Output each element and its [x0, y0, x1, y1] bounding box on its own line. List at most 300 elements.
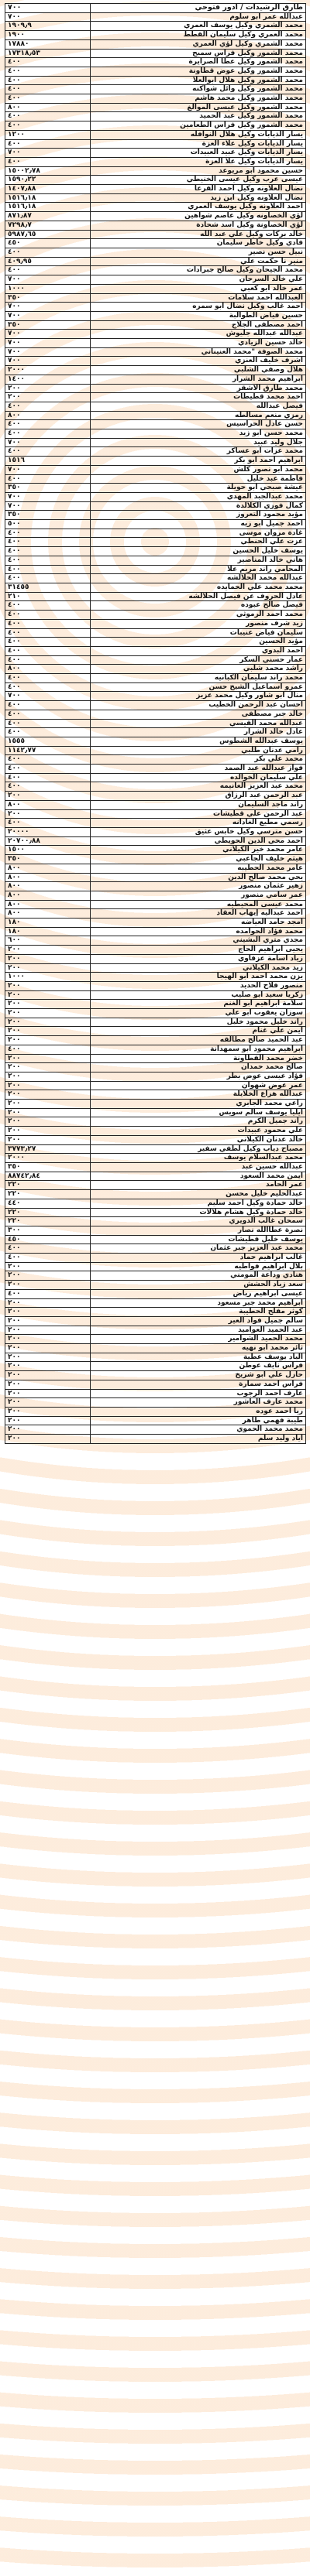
- row-name: سعد زياد الحشش: [91, 1281, 306, 1290]
- row-name: محمد طارق الاشقر: [91, 384, 306, 393]
- table-row: [5, 474, 306, 484]
- row-amount: ٢٢٠: [5, 1208, 91, 1217]
- row-name: عادل خالد الشرار: [91, 728, 306, 737]
- row-name: يحي محمد صالح الدين: [91, 873, 306, 882]
- row-name: سمحان غالب الدويري: [91, 1217, 306, 1226]
- table-row: [5, 773, 306, 782]
- row-amount: ٤٠٩٫٩٥: [5, 257, 91, 266]
- row-name: عبدالله هزاع الخلايلة: [91, 1090, 306, 1100]
- table-row: [5, 1000, 306, 1009]
- row-amount: ٨٠٠: [5, 103, 91, 112]
- row-amount: ٣٥٠: [5, 855, 91, 864]
- row-name: جلال وليد عبيد: [91, 438, 306, 447]
- payments-list: [5, 3, 305, 1444]
- row-name: عادل الحروف عن فيصل الحلالشه: [91, 592, 306, 601]
- table-row: [5, 103, 306, 112]
- table-row: [5, 193, 306, 203]
- row-name: اشرف خليف العنزي: [91, 357, 306, 366]
- row-name: نصرة عطاالله نصار: [91, 1226, 306, 1235]
- row-name: محمد الشمور وكيل فراس سميح: [91, 49, 306, 58]
- table-row: [5, 303, 306, 312]
- row-name: عيسى عرب وكيل عيسى الخنيطي: [91, 176, 306, 185]
- table-row: [5, 166, 306, 176]
- row-amount: ٢٠٠: [5, 1081, 91, 1090]
- table-row: [5, 85, 306, 94]
- row-name: يسار الذيابات وكيل علا العزة: [91, 157, 306, 166]
- row-amount: ٤٠٠: [5, 819, 91, 828]
- row-amount: ٢٠٠: [5, 1362, 91, 1371]
- table-row: [5, 701, 306, 710]
- row-amount: ٢٠٠٠: [5, 1154, 91, 1163]
- row-amount: ١٥١٦٫١٨: [5, 203, 91, 212]
- table-row: [5, 1371, 306, 1380]
- table-row: [5, 185, 306, 194]
- table-row: [5, 674, 306, 683]
- table-row: [5, 1108, 306, 1117]
- row-amount: ٧٠٠: [5, 303, 91, 312]
- row-name: عبدالله عبدالله جليوش: [91, 330, 306, 339]
- row-name: محمد الجيحان وكيل صالح جبرادات: [91, 266, 306, 275]
- row-amount: ٣٧٧٣٫٢٧: [5, 1144, 91, 1154]
- table-row: [5, 501, 306, 511]
- row-name: احمد عبداليه إيهاب العقاد: [91, 909, 306, 919]
- table-row: [5, 1045, 306, 1054]
- row-amount: ٤٠٠: [5, 139, 91, 149]
- table-row: [5, 737, 306, 746]
- row-amount: ٧٠٠: [5, 12, 91, 22]
- row-amount: ٢٠٠: [5, 981, 91, 990]
- row-name: يوسف عبدالله الشطوس: [91, 737, 306, 746]
- row-name: عمر سامي منصور: [91, 891, 306, 900]
- row-amount: ٢٠٠: [5, 1000, 91, 1009]
- table-row: [5, 809, 306, 819]
- row-amount: ٨٠٠: [5, 864, 91, 873]
- row-amount: ٧٠٠: [5, 438, 91, 447]
- table-row: [5, 284, 306, 293]
- table-row: [5, 792, 306, 801]
- table-row: [5, 556, 306, 565]
- row-amount: ٤٠٠: [5, 402, 91, 411]
- row-amount: ٧٠٠: [5, 357, 91, 366]
- table-row: [5, 239, 306, 248]
- row-name: يوسف خليل الحسين: [91, 547, 306, 556]
- table-row: [5, 1335, 306, 1344]
- table-row: [5, 1425, 306, 1435]
- table-row: [5, 1244, 306, 1254]
- row-amount: ٢٠٠: [5, 809, 91, 819]
- row-name: محمد الشمور وكيل فراس الطعامين: [91, 121, 306, 131]
- table-row: [5, 275, 306, 285]
- table-row: [5, 646, 306, 655]
- row-name: خالد حمادة وكيل هشام هلالات: [91, 1208, 306, 1217]
- row-amount: ٧٢٩٨٫٧: [5, 221, 91, 230]
- table-row: [5, 112, 306, 121]
- row-amount: ٧٠٠: [5, 465, 91, 474]
- row-name: غادة مروان موسى: [91, 529, 306, 538]
- row-amount: ٨٠٠: [5, 411, 91, 420]
- row-name: محمد الشمور وكيل وائل شواكنه: [91, 85, 306, 94]
- row-amount: ٢٠٠: [5, 1117, 91, 1127]
- row-amount: ٢٠٠: [5, 954, 91, 963]
- table-row: [5, 891, 306, 900]
- row-name: راند خليل محمود خليل: [91, 1018, 306, 1027]
- row-name: فادي وكيل خاطر سليمان: [91, 239, 306, 248]
- row-name: هلال وصفي الشلبي: [91, 366, 306, 375]
- table-row: [5, 130, 306, 139]
- row-name: عامر محمد الحطيبه: [91, 864, 306, 873]
- row-name: سلامة ابراهيم ابو الغنم: [91, 1000, 306, 1009]
- row-name: محمد عارف العاشور: [91, 1398, 306, 1408]
- row-amount: ٢٠٠: [5, 792, 91, 801]
- table-row: [5, 1262, 306, 1271]
- table-row: [5, 248, 306, 257]
- row-name: يسار الذيابات وكيل علاء العزة: [91, 139, 306, 149]
- row-name: صالح محمد حمدان: [91, 1063, 306, 1072]
- row-name: عيشة صبحي ابو حويلة: [91, 484, 306, 493]
- table-row: [5, 836, 306, 846]
- table-row: [5, 547, 306, 556]
- row-name: محمد الشمري وكيل يوسف العمري: [91, 22, 306, 31]
- row-name: مصباح دياب وكيل لطفي سفير: [91, 1144, 306, 1154]
- row-name: عمرو اسماعيل الشيخ حسن: [91, 682, 306, 692]
- row-name: محمد الشمور وكيل عوض قطاونة: [91, 67, 306, 76]
- table-row: [5, 1407, 306, 1416]
- row-name: عيسى ابراهيم رياض: [91, 1289, 306, 1298]
- row-amount: ٤٠٠: [5, 719, 91, 728]
- table-row: [5, 1380, 306, 1389]
- row-amount: ١٠٠٠: [5, 973, 91, 982]
- table-row: [5, 1009, 306, 1018]
- table-row: [5, 846, 306, 855]
- table-row: [5, 1027, 306, 1036]
- row-name: راشد محمد شلبي: [91, 665, 306, 674]
- row-amount: ٧٠٠: [5, 275, 91, 285]
- row-amount: ٢٢٠: [5, 1181, 91, 1190]
- row-amount: ١٥١٦: [5, 457, 91, 466]
- row-amount: ١٩٠٠: [5, 31, 91, 40]
- row-amount: ١٥١٦٫١٨: [5, 193, 91, 203]
- row-name: فراس احمد سمارة: [91, 1380, 306, 1389]
- table-row: [5, 981, 306, 990]
- row-name: احمد محي الدين الحويطي: [91, 836, 306, 846]
- table-row: [5, 1190, 306, 1199]
- row-name: يحيى ابراهيم الحاج: [91, 946, 306, 955]
- table-row: [5, 1316, 306, 1326]
- row-name: احسان عبد الرحمن الخطيب: [91, 701, 306, 710]
- table-row: [5, 1254, 306, 1263]
- row-name: عبدالله حسين عبد: [91, 1163, 306, 1172]
- table-row: [5, 628, 306, 638]
- table-row: [5, 638, 306, 647]
- table-row: [5, 1281, 306, 1290]
- row-amount: ٧٠٠: [5, 347, 91, 357]
- row-amount: ١٤٠٠: [5, 375, 91, 384]
- row-amount: ٢٠٠: [5, 1435, 91, 1444]
- row-amount: ٤٤٠: [5, 1199, 91, 1208]
- row-name: احمد العلاونه وكيل يوسف العمري: [91, 203, 306, 212]
- row-name: يزن محمد احمد ابو الهيجا: [91, 973, 306, 982]
- table-row: [5, 420, 306, 429]
- row-name: محمد احمد الرموثي: [91, 611, 306, 620]
- row-name: حسين محمود ابو مريوعد: [91, 166, 306, 176]
- row-amount: ٢٠٠: [5, 1371, 91, 1380]
- row-amount: ١٥٠٠: [5, 846, 91, 855]
- table-row: [5, 411, 306, 420]
- row-name: منصور فلاح الحديد: [91, 981, 306, 990]
- row-amount: ٢٠٠: [5, 1009, 91, 1018]
- row-name: ابراهيم احمد ابو بكر: [91, 457, 306, 466]
- row-amount: ٨٠٠: [5, 665, 91, 674]
- table-row: [5, 221, 306, 230]
- table-row: [5, 682, 306, 692]
- row-amount: ٤٠٠: [5, 67, 91, 76]
- table-row: [5, 900, 306, 909]
- row-amount: ٢٠٠: [5, 1326, 91, 1335]
- table-row: [5, 492, 306, 501]
- row-amount: ٢١٠: [5, 592, 91, 601]
- row-name: محمد عزات ابو عساكر: [91, 447, 306, 457]
- row-amount: ٢٠٠: [5, 1407, 91, 1416]
- row-amount: ٤٠٠: [5, 447, 91, 457]
- table-row: [5, 465, 306, 474]
- row-name: محمد علي بكر: [91, 755, 306, 765]
- row-amount: ٤٠٠: [5, 682, 91, 692]
- row-amount: ١٢٠٠: [5, 130, 91, 139]
- row-amount: ٢٠٠٠: [5, 366, 91, 375]
- row-name: فيصل عبدالله: [91, 402, 306, 411]
- row-amount: ٨٧١٫٨٧: [5, 212, 91, 221]
- row-name: المحامي راند مريم علا: [91, 565, 306, 574]
- row-amount: ٤٠٠: [5, 121, 91, 131]
- row-amount: ٢٠٠: [5, 1398, 91, 1408]
- row-name: خضر محمد القطاونة: [91, 1054, 306, 1063]
- table-row: [5, 1181, 306, 1190]
- row-name: محمد العمري وكيل سليمان القطط: [91, 31, 306, 40]
- row-amount: ٢٠٠: [5, 1127, 91, 1136]
- header-amount: ٧٠٠: [5, 4, 91, 13]
- row-name: احمد البدوي: [91, 646, 306, 655]
- row-name: منير نا حكمت علي: [91, 257, 306, 266]
- row-name: مجدي متري البشيني: [91, 936, 306, 946]
- table-row: [5, 293, 306, 303]
- row-name: حسن مترسي وكيل خابس عثيق: [91, 827, 306, 836]
- row-amount: ٢٠٠: [5, 1308, 91, 1317]
- row-name: مؤيد الحسين: [91, 638, 306, 647]
- row-name: العبدالله احمد سلامات: [91, 293, 306, 303]
- row-amount: ٤٠٠: [5, 538, 91, 547]
- table-row: [5, 366, 306, 375]
- row-name: محمد الشمور وكيل عيسى الموالغ: [91, 103, 306, 112]
- table-row: [5, 1172, 306, 1181]
- row-amount: ٤٠٠: [5, 638, 91, 647]
- row-name: محمد عبد العزيز جبر عثمان: [91, 1244, 306, 1254]
- row-amount: ٢٠٠: [5, 393, 91, 402]
- row-amount: ٥٠٠: [5, 520, 91, 529]
- table-row: [5, 882, 306, 891]
- row-name: طيبة فهمي طاهر: [91, 1416, 306, 1425]
- row-amount: ٧٠٠: [5, 330, 91, 339]
- table-row: [5, 1144, 306, 1154]
- table-row: [5, 457, 306, 466]
- row-amount: ٣٥٠: [5, 1163, 91, 1172]
- row-name: يسار الذيابات وكيل عبيد العبيدات: [91, 149, 306, 158]
- row-name: عمر خالد ابو كعبي: [91, 284, 306, 293]
- table-row: [5, 1090, 306, 1100]
- row-name: عامر محمد خير الكيلاني: [91, 846, 306, 855]
- row-name: خالد حمادة وكيل احمد سليم: [91, 1199, 306, 1208]
- table-row: [5, 755, 306, 765]
- row-name: ايمن علي غنام: [91, 1027, 306, 1036]
- table-row: [5, 1135, 306, 1144]
- table-row: [5, 529, 306, 538]
- row-name: علي محمود عبيدات: [91, 1127, 306, 1136]
- table-row: [5, 76, 306, 85]
- row-name: سالم جميل فواد العير: [91, 1316, 306, 1326]
- row-amount: ٢٠٠: [5, 1063, 91, 1072]
- row-amount: ٤٠٠: [5, 474, 91, 484]
- row-amount: ٤٥٠: [5, 1235, 91, 1244]
- row-name: عمار حسني السكر: [91, 655, 306, 665]
- table-row: [5, 1398, 306, 1408]
- row-name: حازل علي ابو شريخ: [91, 1371, 306, 1380]
- table-row: [5, 1072, 306, 1081]
- row-name: محمد حسن ابو زيد: [91, 429, 306, 439]
- row-name: عمر الحامد: [91, 1181, 306, 1190]
- row-name: عبدالله محمد الحلالشه: [91, 574, 306, 583]
- table-row: [5, 67, 306, 76]
- row-name: لؤي الخصاونه وكيل عاصم شواهين: [91, 212, 306, 221]
- table-row: [5, 257, 306, 266]
- table-row: [5, 320, 306, 330]
- table-row: [5, 1100, 306, 1109]
- row-amount: ٤٠٠: [5, 94, 91, 104]
- row-name: زيد محمد الكيلاني: [91, 963, 306, 973]
- table-row: [5, 484, 306, 493]
- row-amount: ٢٠٠: [5, 1100, 91, 1109]
- table-row: [5, 311, 306, 320]
- row-name: محمد الشمور وكيل هلال ابوالعلا: [91, 76, 306, 85]
- table-row: [5, 692, 306, 701]
- table-row: [5, 212, 306, 221]
- row-amount: ١٠٠٠: [5, 284, 91, 293]
- table-row: [5, 655, 306, 665]
- table-row: [5, 1289, 306, 1298]
- row-name: عزت علي الحنطي: [91, 538, 306, 547]
- header-row: [5, 4, 306, 13]
- table-row: [5, 339, 306, 348]
- row-amount: ٣٠٠: [5, 1226, 91, 1235]
- row-amount: ٤٠٠: [5, 710, 91, 719]
- table-row: [5, 1208, 306, 1217]
- row-amount: ٢٠٠: [5, 1018, 91, 1027]
- row-amount: ٤٠٠: [5, 1254, 91, 1263]
- row-amount: ٢٠٠: [5, 1108, 91, 1117]
- row-amount: ٢٠٠: [5, 1281, 91, 1290]
- row-amount: ٤٠٠: [5, 1289, 91, 1298]
- row-amount: ٧٠٠: [5, 501, 91, 511]
- row-amount: ٤٥٠: [5, 239, 91, 248]
- table-row: [5, 429, 306, 439]
- table-row: [5, 1326, 306, 1335]
- row-amount: ٣١٤٥٥: [5, 583, 91, 593]
- table-row: [5, 611, 306, 620]
- row-amount: ٤٠٠: [5, 85, 91, 94]
- table-row: [5, 402, 306, 411]
- table-row: [5, 873, 306, 882]
- row-name: عبد الحميد العواميد: [91, 1326, 306, 1335]
- row-amount: ٤٠٠: [5, 1244, 91, 1254]
- table-row: [5, 1435, 306, 1444]
- row-name: احمد غالب وكيل نضال ابو سمره: [91, 303, 306, 312]
- table-row: [5, 565, 306, 574]
- table-row: [5, 520, 306, 529]
- row-name: محمد ابو نصور كلش: [91, 465, 306, 474]
- row-name: هيثم خليف الجاعبي: [91, 855, 306, 864]
- row-amount: ٨٠٠: [5, 909, 91, 919]
- row-name: عمر عوض شهوان: [91, 1081, 306, 1090]
- row-amount: ٧٠٠: [5, 692, 91, 701]
- table-row: [5, 1235, 306, 1244]
- table-row: [5, 719, 306, 728]
- row-amount: ٤٠٠: [5, 429, 91, 439]
- table-row: [5, 728, 306, 737]
- row-amount: ٢٠٧٠٠٫٨٨: [5, 836, 91, 846]
- row-amount: ٤٠٠: [5, 755, 91, 765]
- table-row: [5, 1081, 306, 1090]
- row-amount: ٤٠٠: [5, 565, 91, 574]
- row-amount: ٤٠٠: [5, 58, 91, 67]
- table-row: [5, 266, 306, 275]
- row-amount: ٤٠٠: [5, 674, 91, 683]
- table-row: [5, 330, 306, 339]
- row-amount: ٤٠٠: [5, 529, 91, 538]
- row-amount: ٢٠٠: [5, 1135, 91, 1144]
- row-name: محمد راند سليمان الكبانيه: [91, 674, 306, 683]
- row-name: ثائر محمد ابو نهيه: [91, 1344, 306, 1353]
- table-row: [5, 1127, 306, 1136]
- row-name: ايمن محمد السعود: [91, 1172, 306, 1181]
- row-name: عارف احمد الرجوب: [91, 1389, 306, 1398]
- row-name: امجد حامد العياضه: [91, 919, 306, 928]
- row-amount: ٣٥٠: [5, 293, 91, 303]
- table-row: [5, 1063, 306, 1072]
- table-row: [5, 782, 306, 792]
- table-row: [5, 1308, 306, 1317]
- row-amount: ٤٠٠: [5, 420, 91, 429]
- row-amount: ١٤٠٧٫٨٨: [5, 185, 91, 194]
- row-name: خالد حسين الزيادي: [91, 339, 306, 348]
- row-amount: ٤٠٠: [5, 112, 91, 121]
- row-name: محمد الشمور وكيل عبد الحميد: [91, 112, 306, 121]
- table-row: [5, 357, 306, 366]
- table-row: [5, 800, 306, 809]
- row-amount: ٥٩٨٧٫٦٥: [5, 230, 91, 239]
- row-name: فؤاد عيسى عوض بطر: [91, 1072, 306, 1081]
- row-amount: ٤٠٠: [5, 1045, 91, 1054]
- row-amount: ٢٠٠: [5, 946, 91, 955]
- row-name: زياد اسامة عزقاوي: [91, 954, 306, 963]
- table-row: [5, 39, 306, 49]
- row-amount: ٢٠٠: [5, 384, 91, 393]
- table-row: [5, 12, 306, 22]
- row-name: نبيل حسن نصير: [91, 248, 306, 257]
- row-amount: ٨٠٠: [5, 800, 91, 809]
- table-row: [5, 176, 306, 185]
- row-amount: ٢٠٠: [5, 1090, 91, 1100]
- row-name: عبدالله عمر ابو سلوم: [91, 12, 306, 22]
- row-name: سوزان يعقوب ابو علي: [91, 1009, 306, 1018]
- table-row: [5, 1117, 306, 1127]
